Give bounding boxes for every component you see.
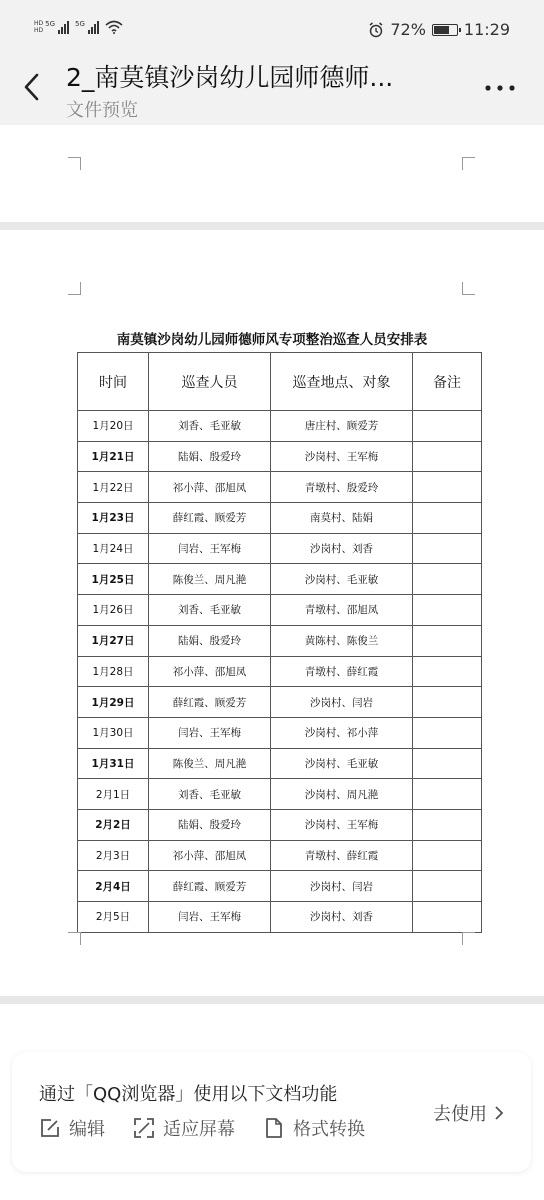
- table-row: [78, 748, 482, 779]
- cell-note: [413, 748, 482, 779]
- cell-date: 2月2日: [78, 809, 149, 840]
- table-row: [78, 809, 482, 840]
- cell-date: 1月20日: [78, 411, 149, 442]
- status-right: [368, 20, 510, 39]
- cell-date: 2月4日: [78, 871, 149, 902]
- page-margin-corner: [68, 157, 81, 170]
- browser-feature-card: [12, 1052, 531, 1172]
- column-header-staff: 巡查人员: [149, 353, 271, 411]
- app-header: [0, 48, 544, 125]
- cell-place: 沙岗村、闫岩: [271, 687, 413, 718]
- cell-staff: 薛红霞、顾爱芳: [149, 871, 271, 902]
- cell-place: 沙岗村、王军梅: [271, 441, 413, 472]
- format-convert-button-label: 格式转换: [293, 1119, 365, 1140]
- sim-2-signal: [75, 20, 99, 34]
- cell-staff: 闫岩、王军梅: [149, 717, 271, 748]
- cell-note: [413, 717, 482, 748]
- cell-note: [413, 687, 482, 718]
- cell-date: 1月31日: [78, 748, 149, 779]
- file-icon: [263, 1117, 285, 1139]
- cell-note: [413, 625, 482, 656]
- chevron-right-icon: [493, 1105, 505, 1121]
- cell-note: [413, 871, 482, 902]
- table-row: [78, 687, 482, 718]
- cell-staff: 陈俊兰、周凡滟: [149, 748, 271, 779]
- cell-place: 沙岗村、刘香: [271, 533, 413, 564]
- wifi-icon: [105, 20, 123, 34]
- go-use-button[interactable]: [433, 1100, 505, 1126]
- edit-button[interactable]: [39, 1115, 105, 1141]
- cell-place: 青墩村、邵旭凤: [271, 595, 413, 626]
- cell-date: 1月29日: [78, 687, 149, 718]
- cell-place: 沙岗村、毛亚敏: [271, 748, 413, 779]
- cell-place: 沙岗村、王军梅: [271, 809, 413, 840]
- cell-date: 1月27日: [78, 625, 149, 656]
- cell-place: 沙岗村、闫岩: [271, 871, 413, 902]
- cell-note: [413, 564, 482, 595]
- feature-card-title: 通过「QQ浏览器」使用以下文档功能: [39, 1084, 338, 1105]
- more-options-icon[interactable]: [484, 84, 516, 92]
- schedule-table-body: [78, 411, 482, 933]
- sim-1-network-label: 5G: [45, 20, 56, 28]
- column-header-note: 备注: [413, 353, 482, 411]
- cell-place: 青墩村、薛红霞: [271, 656, 413, 687]
- table-row: [78, 779, 482, 810]
- battery-percent: 72%: [390, 20, 426, 39]
- cell-date: 2月3日: [78, 840, 149, 871]
- cell-place: 沙岗村、祁小萍: [271, 717, 413, 748]
- cell-note: [413, 411, 482, 442]
- cell-staff: 陆娟、殷爱玲: [149, 625, 271, 656]
- table-row: [78, 564, 482, 595]
- feature-actions: [39, 1115, 393, 1141]
- cell-note: [413, 809, 482, 840]
- cell-note: [413, 840, 482, 871]
- edit-icon: [39, 1117, 61, 1139]
- cell-note: [413, 656, 482, 687]
- schedule-title: 南莫镇沙岗幼儿园师德师风专项整治巡查人员安排表: [116, 332, 428, 348]
- cell-note: [413, 533, 482, 564]
- cell-date: 1月22日: [78, 472, 149, 503]
- cell-place: 青墩村、殷爱玲: [271, 472, 413, 503]
- cell-date: 2月5日: [78, 902, 149, 933]
- back-arrow-icon[interactable]: [20, 72, 44, 102]
- cell-note: [413, 503, 482, 534]
- cell-place: 南莫村、陆娟: [271, 503, 413, 534]
- cell-date: 1月21日: [78, 441, 149, 472]
- table-row: [78, 533, 482, 564]
- signal-bars-icon: [58, 20, 69, 34]
- document-page-2[interactable]: [0, 230, 544, 996]
- cell-place: 青墩村、薛红霞: [271, 840, 413, 871]
- table-header-row: [78, 353, 482, 411]
- cell-note: [413, 779, 482, 810]
- document-page-1: [0, 125, 544, 222]
- table-row: [78, 717, 482, 748]
- page-margin-corner: [462, 932, 475, 945]
- battery-icon: [432, 24, 458, 36]
- signal-bars-icon: [88, 20, 99, 34]
- cell-staff: 祁小萍、邵旭凤: [149, 656, 271, 687]
- table-row: [78, 472, 482, 503]
- cell-staff: 薛红霞、顾爱芳: [149, 687, 271, 718]
- table-row: [78, 840, 482, 871]
- cell-staff: 陆娟、殷爱玲: [149, 441, 271, 472]
- cell-note: [413, 472, 482, 503]
- cell-date: 1月24日: [78, 533, 149, 564]
- clock: 11:29: [463, 20, 510, 39]
- cell-staff: 闫岩、王军梅: [149, 902, 271, 933]
- table-row: [78, 625, 482, 656]
- cell-staff: 陈俊兰、周凡滟: [149, 564, 271, 595]
- document-title: 2_南莫镇沙岗幼儿园师德师...: [66, 63, 394, 92]
- schedule-table: [77, 352, 482, 933]
- cell-note: [413, 595, 482, 626]
- cell-staff: 陆娟、殷爱玲: [149, 809, 271, 840]
- sim-1-signal: [34, 20, 69, 34]
- hd-tag: HD HD: [34, 20, 44, 34]
- column-header-time: 时间: [78, 353, 149, 411]
- cell-staff: 祁小萍、邵旭凤: [149, 840, 271, 871]
- cell-note: [413, 441, 482, 472]
- cell-date: 2月1日: [78, 779, 149, 810]
- table-row: [78, 411, 482, 442]
- cell-date: 1月25日: [78, 564, 149, 595]
- fit-screen-button-label: 适应屏幕: [163, 1119, 235, 1140]
- page-margin-corner: [462, 157, 475, 170]
- cell-staff: 薛红霞、顾爱芳: [149, 503, 271, 534]
- status-left: [34, 20, 123, 34]
- cell-staff: 闫岩、王军梅: [149, 533, 271, 564]
- fit-screen-button[interactable]: [133, 1115, 235, 1141]
- cell-place: 沙岗村、刘香: [271, 902, 413, 933]
- cell-place: 黄陈村、陈俊兰: [271, 625, 413, 656]
- table-row: [78, 656, 482, 687]
- cell-date: 1月30日: [78, 717, 149, 748]
- page-margin-corner: [68, 282, 81, 295]
- table-row: [78, 871, 482, 902]
- cell-staff: 刘香、毛亚敏: [149, 779, 271, 810]
- table-row: [78, 595, 482, 626]
- format-convert-button[interactable]: [263, 1115, 365, 1141]
- battery-fill: [434, 26, 449, 34]
- cell-staff: 刘香、毛亚敏: [149, 595, 271, 626]
- table-row: [78, 902, 482, 933]
- cell-staff: 刘香、毛亚敏: [149, 411, 271, 442]
- page-margin-corner: [462, 282, 475, 295]
- table-row: [78, 503, 482, 534]
- cell-date: 1月23日: [78, 503, 149, 534]
- page-margin-corner: [68, 932, 81, 945]
- cell-date: 1月28日: [78, 656, 149, 687]
- cell-place: 沙岗村、周凡滟: [271, 779, 413, 810]
- table-row: [78, 441, 482, 472]
- cell-staff: 祁小萍、邵旭凤: [149, 472, 271, 503]
- sim-2-network-label: 5G: [75, 20, 85, 28]
- cell-place: 唐庄村、顾爱芳: [271, 411, 413, 442]
- edit-button-label: 编辑: [69, 1119, 105, 1140]
- column-header-place: 巡查地点、对象: [271, 353, 413, 411]
- cell-date: 1月26日: [78, 595, 149, 626]
- header-subtitle: 文件预览: [66, 100, 138, 121]
- cell-note: [413, 902, 482, 933]
- go-use-button-label: 去使用: [433, 1104, 487, 1125]
- fit-screen-icon: [133, 1117, 155, 1139]
- alarm-icon: [368, 22, 384, 38]
- cell-place: 沙岗村、毛亚敏: [271, 564, 413, 595]
